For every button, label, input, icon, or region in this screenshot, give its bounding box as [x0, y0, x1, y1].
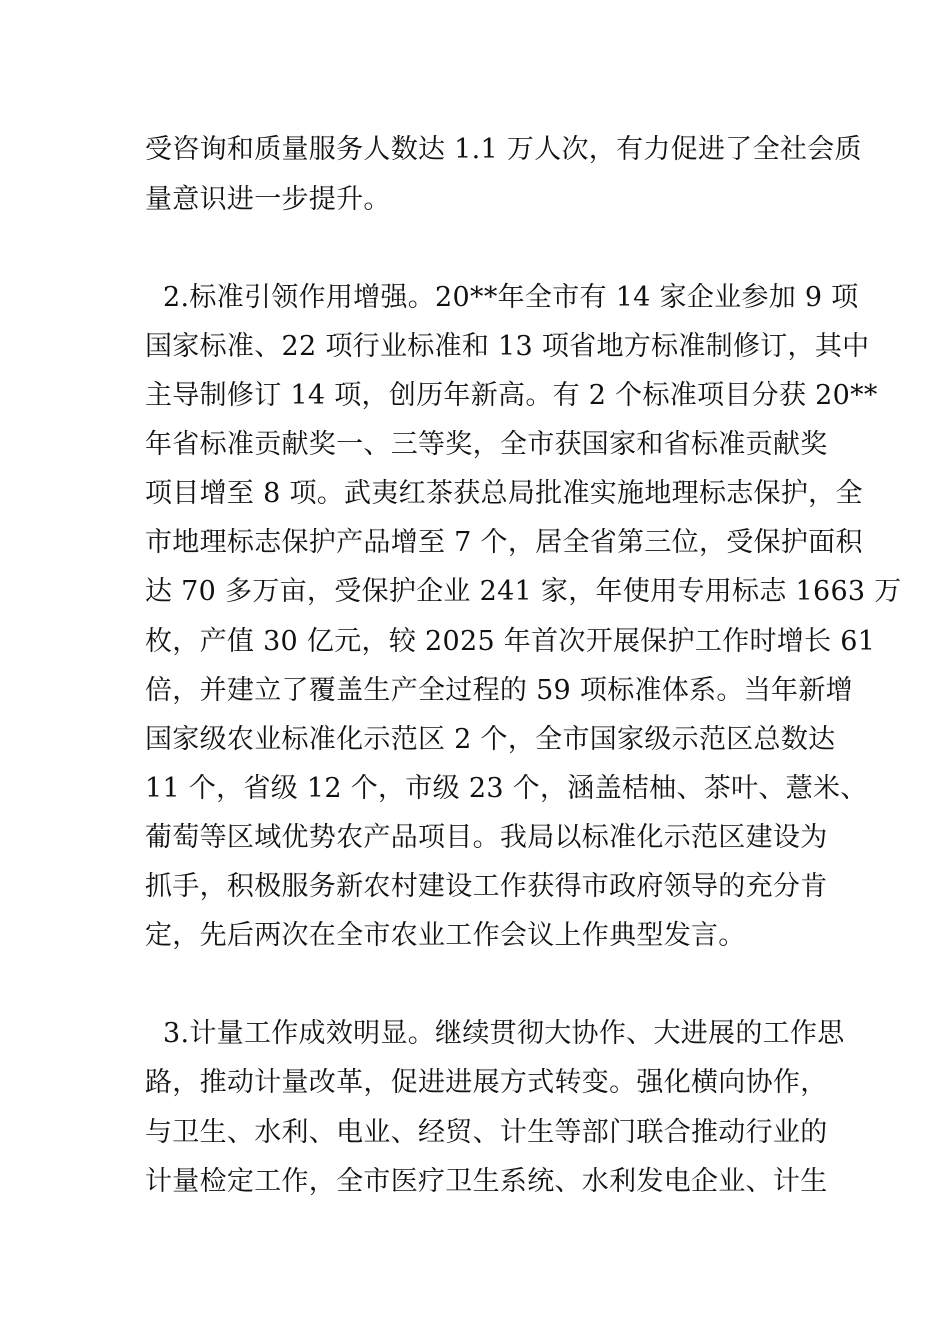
text-line: 市地理标志保护产品增至 7 个，居全省第三位，受保护面积: [145, 527, 863, 558]
text-line: 量意识进一步提升。: [145, 184, 391, 215]
text-line: 年省标准贡献奖一、三等奖，全市获国家和省标准贡献奖: [145, 429, 828, 460]
text-line: 受咨询和质量服务人数达 1.1 万人次，有力促进了全社会质: [145, 134, 862, 165]
text-line: 路，推动计量改革，促进进展方式转变。强化横向协作，: [145, 1067, 828, 1098]
text-line: 项目增至 8 项。武夷红茶获总局批准实施地理标志保护，全: [145, 478, 863, 509]
text-line: 国家级农业标准化示范区 2 个，全市国家级示范区总数达: [145, 724, 836, 755]
paragraph-2-first-line: 2.标准引领作用增强。20**年全市有 14 家企业参加 9 项: [163, 282, 859, 313]
text-line: 达 70 多万亩，受保护企业 241 家，年使用专用标志 1663 万: [145, 576, 902, 607]
text-line: 国家标准、22 项行业标准和 13 项省地方标准制修订，其中: [145, 331, 870, 362]
text-line: 主导制修订 14 项，创历年新高。有 2 个标准项目分获 20**: [145, 380, 878, 411]
text-line: 抓手，积极服务新农村建设工作获得市政府领导的充分肯: [145, 871, 828, 902]
text-line: 倍，并建立了覆盖生产全过程的 59 项标准体系。当年新增: [145, 675, 853, 706]
paragraph-3-first-line: 3.计量工作成效明显。继续贯彻大协作、大进展的工作思: [163, 1018, 845, 1049]
text-line: 计量检定工作，全市医疗卫生系统、水利发电企业、计生: [145, 1166, 828, 1197]
text-line: 葡萄等区域优势农产品项目。我局以标准化示范区建设为: [145, 822, 828, 853]
text-line: 定，先后两次在全市农业工作会议上作典型发言。: [145, 920, 746, 951]
text-line: 11 个，省级 12 个，市级 23 个，涵盖桔柚、茶叶、薏米、: [145, 773, 868, 804]
text-line: 枚，产值 30 亿元，较 2025 年首次开展保护工作时增长 61: [145, 626, 876, 657]
text-line: 与卫生、水利、电业、经贸、计生等部门联合推动行业的: [145, 1117, 828, 1148]
